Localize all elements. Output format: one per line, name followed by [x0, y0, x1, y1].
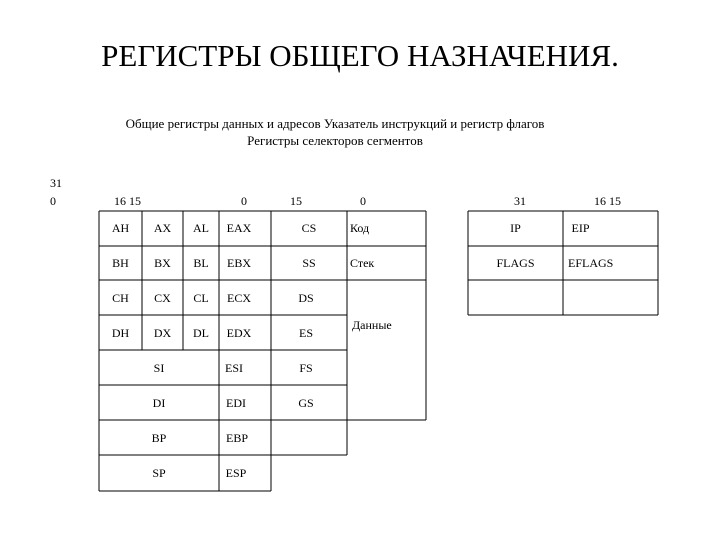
register-cs: CS — [301, 221, 317, 235]
register-ax: AX — [153, 221, 172, 235]
bit-label-31-left: 31 — [50, 176, 62, 190]
segment-desc-stack: Стек — [350, 256, 375, 270]
register-eip: EIP — [571, 221, 590, 235]
register-esi: ESI — [225, 361, 243, 375]
register-cl: CL — [193, 291, 209, 305]
register-fs: FS — [299, 361, 313, 375]
bit-label-0-seg: 0 — [360, 194, 366, 208]
register-al: AL — [193, 221, 209, 235]
register-bh: BH — [112, 256, 129, 270]
bit-label-0-gpr: 0 — [241, 194, 247, 208]
register-bl: BL — [193, 256, 209, 270]
register-ss: SS — [302, 256, 316, 270]
bit-label-0-left: 0 — [50, 194, 56, 208]
bit-label-16-15: 16 15 — [114, 194, 141, 208]
register-edi: EDI — [226, 396, 246, 410]
subtitle-line-1: Общие регистры данных и адресов Указатель инструкций и регистр флагов — [125, 116, 545, 131]
register-bx: BX — [154, 256, 171, 270]
register-dl: DL — [193, 326, 209, 340]
register-es: ES — [298, 326, 313, 340]
register-esp: ESP — [225, 466, 247, 480]
register-ebp: EBP — [225, 431, 248, 445]
register-eflags: EFLAGS — [568, 256, 614, 270]
register-ah: AH — [111, 221, 130, 235]
register-dh: DH — [111, 326, 130, 340]
register-ds: DS — [298, 291, 314, 305]
register-dx: DX — [153, 326, 172, 340]
register-sp: SP — [152, 466, 166, 480]
segment-desc-code: Код — [350, 221, 370, 235]
register-cx: CX — [154, 291, 171, 305]
page-title: РЕГИСТРЫ ОБЩЕГО НАЗНАЧЕНИЯ. — [101, 38, 619, 73]
segment-desc-data: Данные — [352, 318, 392, 332]
subtitle-line-2: Регистры селекторов сегментов — [247, 133, 423, 148]
register-bp: BP — [151, 431, 167, 445]
register-si: SI — [153, 361, 165, 375]
bit-label-16-15-ip: 16 15 — [594, 194, 621, 208]
register-gs: GS — [298, 396, 314, 410]
register-eax: EAX — [226, 221, 252, 235]
bit-label-15-seg: 15 — [290, 194, 302, 208]
register-ip: IP — [510, 221, 521, 235]
register-ch: CH — [112, 291, 129, 305]
bit-label-31-ip: 31 — [514, 194, 526, 208]
register-ebx: EBX — [227, 256, 251, 270]
register-ecx: ECX — [227, 291, 251, 305]
register-edx: EDX — [226, 326, 252, 340]
register-flags: FLAGS — [496, 256, 535, 270]
register-di: DI — [152, 396, 166, 410]
